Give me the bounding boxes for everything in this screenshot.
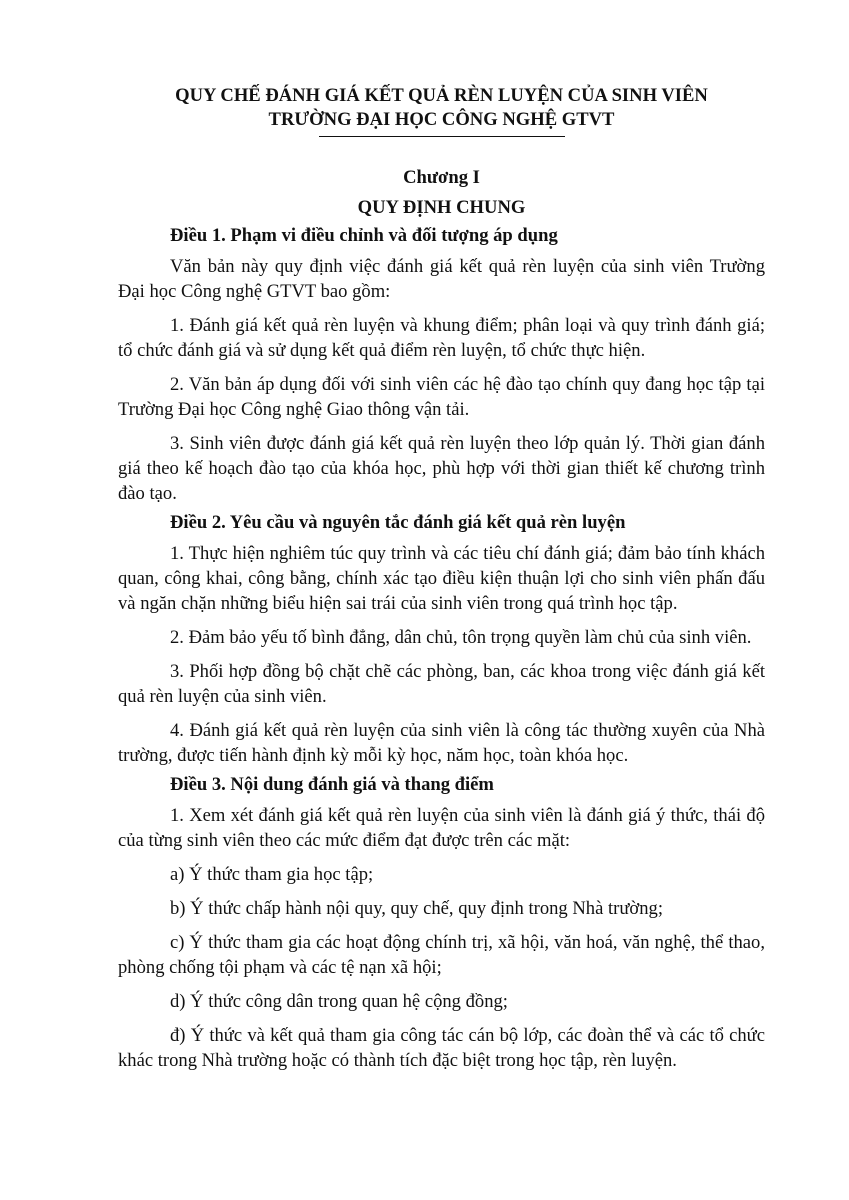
article-1-paragraph: 1. Đánh giá kết quả rèn luyện và khung điểm; phân loại và quy trình đánh giá; tổ chức đánh giá và sử dụng kết quả điểm rèn luyện, tổ chức thực hiện. — [118, 315, 765, 361]
chapter-label: Chương I — [403, 167, 480, 188]
article-2-paragraph: 4. Đánh giá kết quả rèn luyện của sinh viên là công tác thường xuyên của Nhà trường, được tiến hành định kỳ mỗi kỳ học, năm học, toàn khóa học. — [118, 720, 765, 766]
document-title-line-2: TRƯỜNG ĐẠI HỌC CÔNG NGHỆ GTVT — [268, 109, 615, 130]
article-3-list-item-a: a) Ý thức tham gia học tập; — [170, 864, 374, 885]
article-1-paragraph: Văn bản này quy định việc đánh giá kết quả rèn luyện của sinh viên Trường Đại học Công nghệ GTVT bao gồm: — [118, 256, 765, 302]
article-3-list-item-c: c) Ý thức tham gia các hoạt động chính trị, xã hội, văn hoá, văn nghệ, thể thao, phòng chống tội phạm và các tệ nạn xã hội; — [118, 932, 765, 978]
article-2-paragraph: 3. Phối hợp đồng bộ chặt chẽ các phòng, ban, các khoa trong việc đánh giá kết quả rèn luyện của sinh viên. — [118, 661, 765, 707]
article-3-list-item-d: d) Ý thức công dân trong quan hệ cộng đồng; — [170, 991, 508, 1012]
document-title-line-1: QUY CHẾ ĐÁNH GIÁ KẾT QUẢ RÈN LUYỆN CỦA SINH VIÊN — [175, 85, 708, 106]
article-3-list-item-b: b) Ý thức chấp hành nội quy, quy chế, quy định trong Nhà trường; — [170, 898, 664, 919]
article-1-heading: Điều 1. Phạm vi điều chỉnh và đối tượng áp dụng — [170, 225, 558, 246]
article-2-paragraph: 2. Đảm bảo yếu tố bình đẳng, dân chủ, tôn trọng quyền làm chủ của sinh viên. — [170, 627, 752, 648]
chapter-name: QUY ĐỊNH CHUNG — [357, 197, 526, 218]
title-underline — [319, 136, 565, 137]
article-3-heading: Điều 3. Nội dung đánh giá và thang điểm — [170, 774, 494, 795]
article-1-paragraph: 2. Văn bản áp dụng đối với sinh viên các hệ đào tạo chính quy đang học tập tại Trường Đại học Công nghệ Giao thông vận tải. — [118, 374, 765, 420]
article-3-list-item-dd: đ) Ý thức và kết quả tham gia công tác cán bộ lớp, các đoàn thể và các tổ chức khác trong Nhà trường hoặc có thành tích đặc biệt trong học tập, rèn luyện. — [118, 1025, 765, 1071]
document-page — [118, 84, 765, 1073]
article-2-paragraph: 1. Thực hiện nghiêm túc quy trình và các tiêu chí đánh giá; đảm bảo tính khách quan, công khai, công bằng, chính xác tạo điều kiện thuận lợi cho sinh viên phấn đấu và ngăn chặn những biểu hiện sai trái của sinh viên trong quá trình học tập. — [118, 543, 765, 614]
article-1-paragraph: 3. Sinh viên được đánh giá kết quả rèn luyện theo lớp quản lý. Thời gian đánh giá theo kế hoạch đào tạo của khóa học, phù hợp với thời gian thiết kế chương trình đào tạo. — [118, 433, 765, 504]
article-2-heading: Điều 2. Yêu cầu và nguyên tắc đánh giá kết quả rèn luyện — [170, 512, 626, 533]
article-3-paragraph: 1. Xem xét đánh giá kết quả rèn luyện của sinh viên là đánh giá ý thức, thái độ của từng sinh viên theo các mức điểm đạt được trên các mặt: — [118, 805, 765, 851]
